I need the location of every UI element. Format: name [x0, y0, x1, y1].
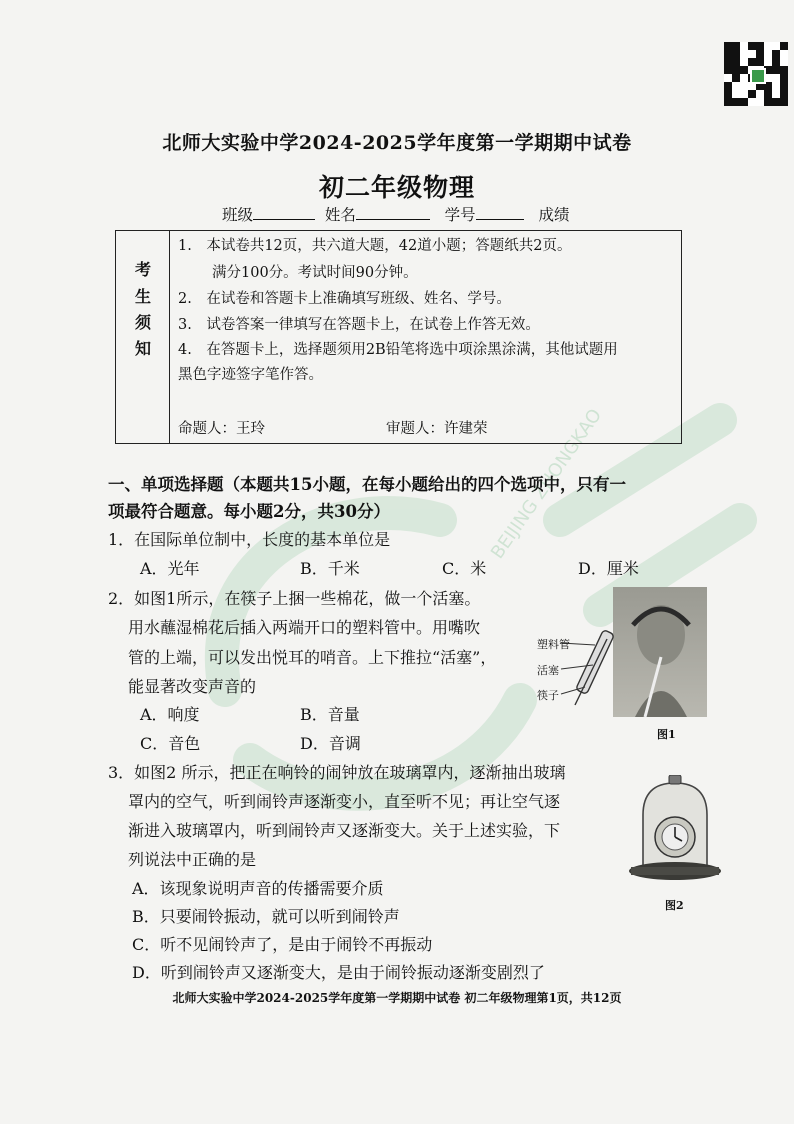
question-1-stem: 1．在国际单位制中，长度的基本单位是 — [108, 530, 391, 549]
qr-logo-icon — [750, 68, 766, 84]
label-chopstick: 筷子 — [537, 689, 559, 702]
question-2-stem: 2．如图1所示，在筷子上捆一些棉花，做一个活塞。 — [108, 589, 481, 608]
q2-option-a: A．响度 — [140, 705, 200, 724]
notice-item: 1. 本试卷共12页，共六道大题，42道小题；答题纸共2页。 — [178, 238, 572, 254]
q3-option-a: A．该现象说明声音的传播需要介质 — [132, 879, 384, 898]
exam-title: 北师大实验中学2024-2025学年度第一学期期中试卷 — [162, 132, 632, 154]
question-3-stem-line: 罩内的空气，听到闹铃声逐渐变小，直至听不见；再让空气逐 — [128, 792, 561, 811]
section-heading-cont: 项最符合题意。每小题2分，共30分） — [108, 502, 390, 521]
q1-option-d: D．厘米 — [578, 559, 639, 578]
notice-side-char: 知 — [135, 339, 152, 358]
watermark-text: BEIJING ZHONGKAO — [486, 405, 607, 563]
field-name-label: 姓名 — [324, 206, 356, 224]
notice-side-label — [116, 231, 170, 443]
figure-2-caption: 图2 — [665, 899, 684, 912]
question-2-stem-line: 能显著改变声音的 — [128, 677, 257, 696]
field-class-label: 班级 — [222, 206, 254, 224]
name-blank[interactable] — [356, 205, 430, 220]
notice-item: 满分100分。考试时间90分钟。 — [212, 265, 418, 281]
question-2-stem-line: 管的上端，可以发出悦耳的哨音。上下推拉“活塞”， — [128, 648, 497, 667]
notice-item: 黑色字迹签字笔作答。 — [178, 367, 323, 383]
figure-2-bell-jar — [625, 775, 725, 890]
label-plastic-tube: 塑料管 — [537, 638, 570, 651]
notice-item: 3. 试卷答案一律填写在答题卡上，在试卷上作答无效。 — [178, 317, 540, 333]
field-id-label: 学号 — [444, 206, 476, 224]
question-3-stem: 3．如图2 所示，把正在响铃的闹钟放在玻璃罩内，逐渐抽出玻璃 — [108, 763, 566, 782]
q2-option-d: D．音调 — [300, 734, 361, 753]
q1-option-a: A．光年 — [140, 559, 200, 578]
q1-option-b: B．千米 — [300, 559, 360, 578]
q2-option-c: C．音色 — [140, 734, 201, 753]
student-info-line — [222, 203, 569, 225]
q1-option-c: C．米 — [442, 559, 487, 578]
q3-option-d: D．听到闹铃声又逐渐变大，是由于闹铃振动逐渐变剧烈了 — [132, 963, 545, 982]
figure-1-caption: 图1 — [657, 728, 676, 741]
class-blank[interactable] — [253, 205, 315, 220]
q3-option-c: C．听不见闹铃声了，是由于闹铃不再振动 — [132, 935, 433, 954]
author-label: 命题人：王玲 — [178, 421, 265, 437]
section-heading: 一、单项选择题（本题共15小题，在每小题给出的四个选项中，只有一 — [108, 475, 626, 494]
notice-side-char: 须 — [135, 313, 152, 332]
exam-notice-box — [115, 230, 682, 444]
q3-option-b: B．只要闹铃振动，就可以听到闹铃声 — [132, 907, 400, 926]
question-2-stem-line: 用水蘸湿棉花后插入两端开口的塑料管中。用嘴吹 — [128, 618, 481, 637]
exam-subtitle: 初二年级物理 — [318, 173, 475, 202]
notice-side-char: 生 — [135, 287, 152, 306]
figure-1-photo — [535, 585, 715, 720]
id-blank[interactable] — [476, 205, 524, 220]
reviewer-label: 审题人：许建荣 — [386, 421, 488, 437]
qr-code — [724, 42, 788, 106]
notice-side-char: 考 — [135, 260, 152, 279]
question-3-stem-line: 渐进入玻璃罩内，听到闹铃声又逐渐变大。关于上述实验，下 — [128, 821, 561, 840]
notice-item: 2. 在试卷和答题卡上准确填写班级、姓名、学号。 — [178, 291, 511, 307]
field-score-label: 成绩 — [538, 206, 570, 224]
q2-option-b: B．音量 — [300, 705, 360, 724]
label-piston: 活塞 — [537, 664, 559, 677]
notice-item: 4. 在答题卡上，选择题须用2B铅笔将选中项涂黑涂满，其他试题用 — [178, 342, 618, 358]
page-footer: 北师大实验中学2024-2025学年度第一学期期中试卷 初二年级物理第1页，共12页 — [172, 991, 622, 1005]
question-3-stem-line: 列说法中正确的是 — [128, 850, 257, 869]
